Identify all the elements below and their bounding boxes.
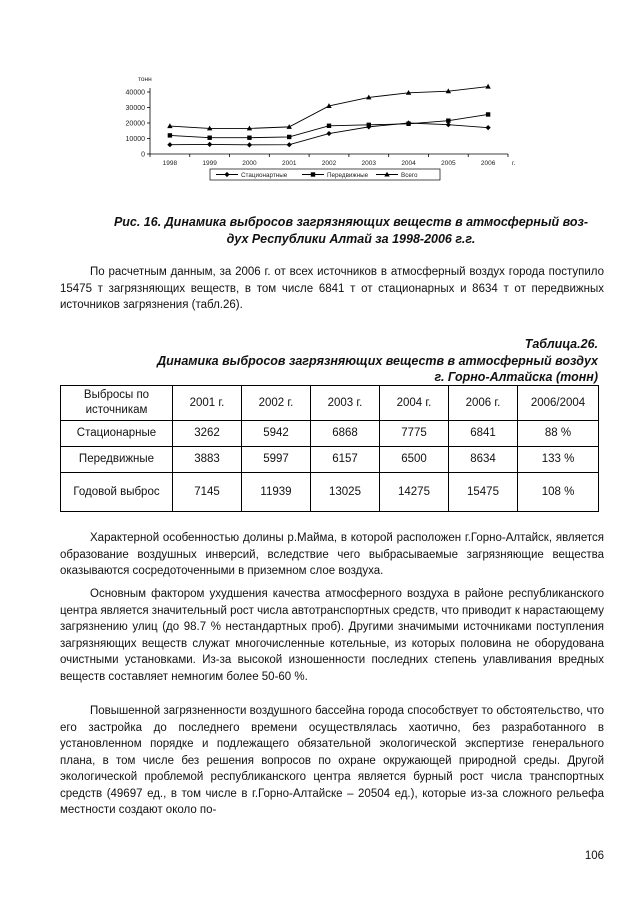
table-label: Таблица.26. [524, 337, 598, 351]
data-point [207, 136, 211, 140]
table-row [61, 473, 599, 512]
data-point [168, 133, 172, 137]
emissions-table [60, 385, 599, 512]
data-point [287, 135, 291, 139]
table-cell: 11939 [242, 473, 311, 512]
table-header-cell: 2002 г. [242, 386, 311, 421]
figure-caption-line-2: дух Республики Алтай за 1998-2006 г.г. [226, 232, 476, 246]
table-row [61, 447, 599, 473]
table-cell: 6157 [311, 447, 380, 473]
table-cell: 8634 [449, 447, 518, 473]
y-tick-label: 40000 [125, 89, 145, 97]
x-tick-label: 1999 [202, 160, 217, 167]
table-cell: 13025 [311, 473, 380, 512]
legend-label: Стационартные [241, 171, 288, 179]
table-title-line-1: Динамика выбросов загрязняющих веществ в атмосферный воздух [157, 353, 598, 368]
paragraph-4: Повышенной загрязненности воздушного бассейна города способствует то обстоятельство, что его застройка до последнего времени осуществлялась хаотично, без разработанного в установленном порядке и подлежащего обязательной экологической экспертизе генерального плана, в том числе без решения вопросов по охране окружающей природной среды. Другой экологической проблемой республиканского центра является бурный рост числа транспортных средств (49697 ед., в том числе в г.Горно-Алтайске – 20504 ед.), которые из-за сложного рельефа местности создают около по- [60, 705, 604, 816]
x-tick-label: 2001 [281, 160, 297, 167]
x-tick-label: 2005 [441, 160, 456, 167]
x-axis-unit: г. [512, 160, 516, 167]
table-cell: Передвижные [61, 447, 173, 473]
table-cell: 3262 [173, 421, 242, 447]
table-cell: 6500 [380, 447, 449, 473]
data-point [287, 124, 292, 129]
data-point [247, 136, 251, 140]
table-header-cell: Выбросы по источникам [61, 386, 173, 421]
paragraph-2: Характерной особенностью долины р.Майма, в которой расположен г.Горно-Алтайск, является образование воздушных инверсий, вследствие чего выбрасываемые загрязняющие вещества оказываются сосредоточенными в приземном слое воздуха. [60, 532, 604, 577]
x-tick-label: 2000 [242, 160, 257, 167]
table-cell: 6868 [311, 421, 380, 447]
data-point [446, 118, 450, 122]
table-header-cell: 2001 г. [173, 386, 242, 421]
y-tick-label: 20000 [125, 120, 145, 128]
table-header-cell: 2004 г. [380, 386, 449, 421]
table-cell: 7775 [380, 421, 449, 447]
legend-label: Передвижные [327, 171, 369, 179]
table-row [61, 421, 599, 447]
table-cell: 5942 [242, 421, 311, 447]
legend-label: Всего [401, 171, 418, 179]
data-point [486, 125, 491, 130]
y-tick-label: 30000 [125, 104, 145, 112]
x-tick-label: 2002 [321, 160, 337, 167]
y-axis-label: тонн [138, 76, 152, 83]
data-point [167, 142, 172, 147]
table-header-cell: 2006/2004 [518, 386, 599, 421]
x-tick-label: 2004 [401, 160, 416, 167]
table-cell: Годовой выброс [61, 473, 173, 512]
y-tick-label: 0 [141, 151, 145, 159]
data-point [287, 142, 292, 147]
table-cell: 14275 [380, 473, 449, 512]
y-tick-label: 10000 [125, 135, 145, 143]
data-point [406, 122, 410, 126]
legend-marker [311, 172, 315, 176]
paragraph-3: Основным фактором ухудшения качества атмосферного воздуха в районе республиканского центра является значительный рост числа автотранспортных средств, что приводит к нарастающему загрязнению улиц (до 98.7 % нестандартных проб). Другими значимыми источниками поступления загрязняющих веществ служат многочисленные котельные, из которых половина не оборудована очистными установками. Из-за высокой изношенности последних степень улавливания вредных веществ составляет немногим более 50-60 %. [60, 588, 605, 683]
page-number: 106 [584, 850, 604, 862]
x-tick-label: 1998 [162, 160, 178, 167]
data-point [207, 142, 212, 147]
table-cell: 3883 [173, 447, 242, 473]
table-cell: 15475 [449, 473, 518, 512]
data-point [247, 142, 252, 147]
table-cell: 108 % [518, 473, 599, 512]
table-cell: 88 % [518, 421, 599, 447]
data-point [367, 123, 371, 127]
data-point [167, 123, 172, 128]
table-header-cell: 2003 г. [311, 386, 380, 421]
figure-caption-line-1: Рис. 16. Динамика выбросов загрязняющих веществ в атмосферный воз- [113, 215, 589, 229]
emissions-line-chart [110, 70, 530, 195]
table-heading [60, 336, 598, 386]
data-point [446, 122, 451, 127]
table-cell: 6841 [449, 421, 518, 447]
x-tick-label: 2006 [480, 160, 496, 167]
x-tick-label: 2003 [361, 160, 377, 167]
data-point [486, 112, 490, 116]
table-title-line-2: г. Горно-Алтайска (тонн) [434, 370, 598, 384]
data-point [327, 124, 331, 128]
data-point [326, 131, 331, 136]
table-cell: 133 % [518, 447, 599, 473]
paragraph-1: По расчетным данным, за 2006 г. от всех источников в атмосферный воздух города поступило 15475 т загрязняющих веществ, в том числе 6841 т от стационарных и 8634 т от передвижных источников загрязнения (табл.26). [60, 266, 604, 311]
figure-caption [96, 214, 606, 248]
table-header-cell: 2006 г. [449, 386, 518, 421]
table-cell: 5997 [242, 447, 311, 473]
table-header-row [61, 386, 599, 421]
data-point [485, 84, 490, 89]
table-cell: Стационарные [61, 421, 173, 447]
table-cell: 7145 [173, 473, 242, 512]
